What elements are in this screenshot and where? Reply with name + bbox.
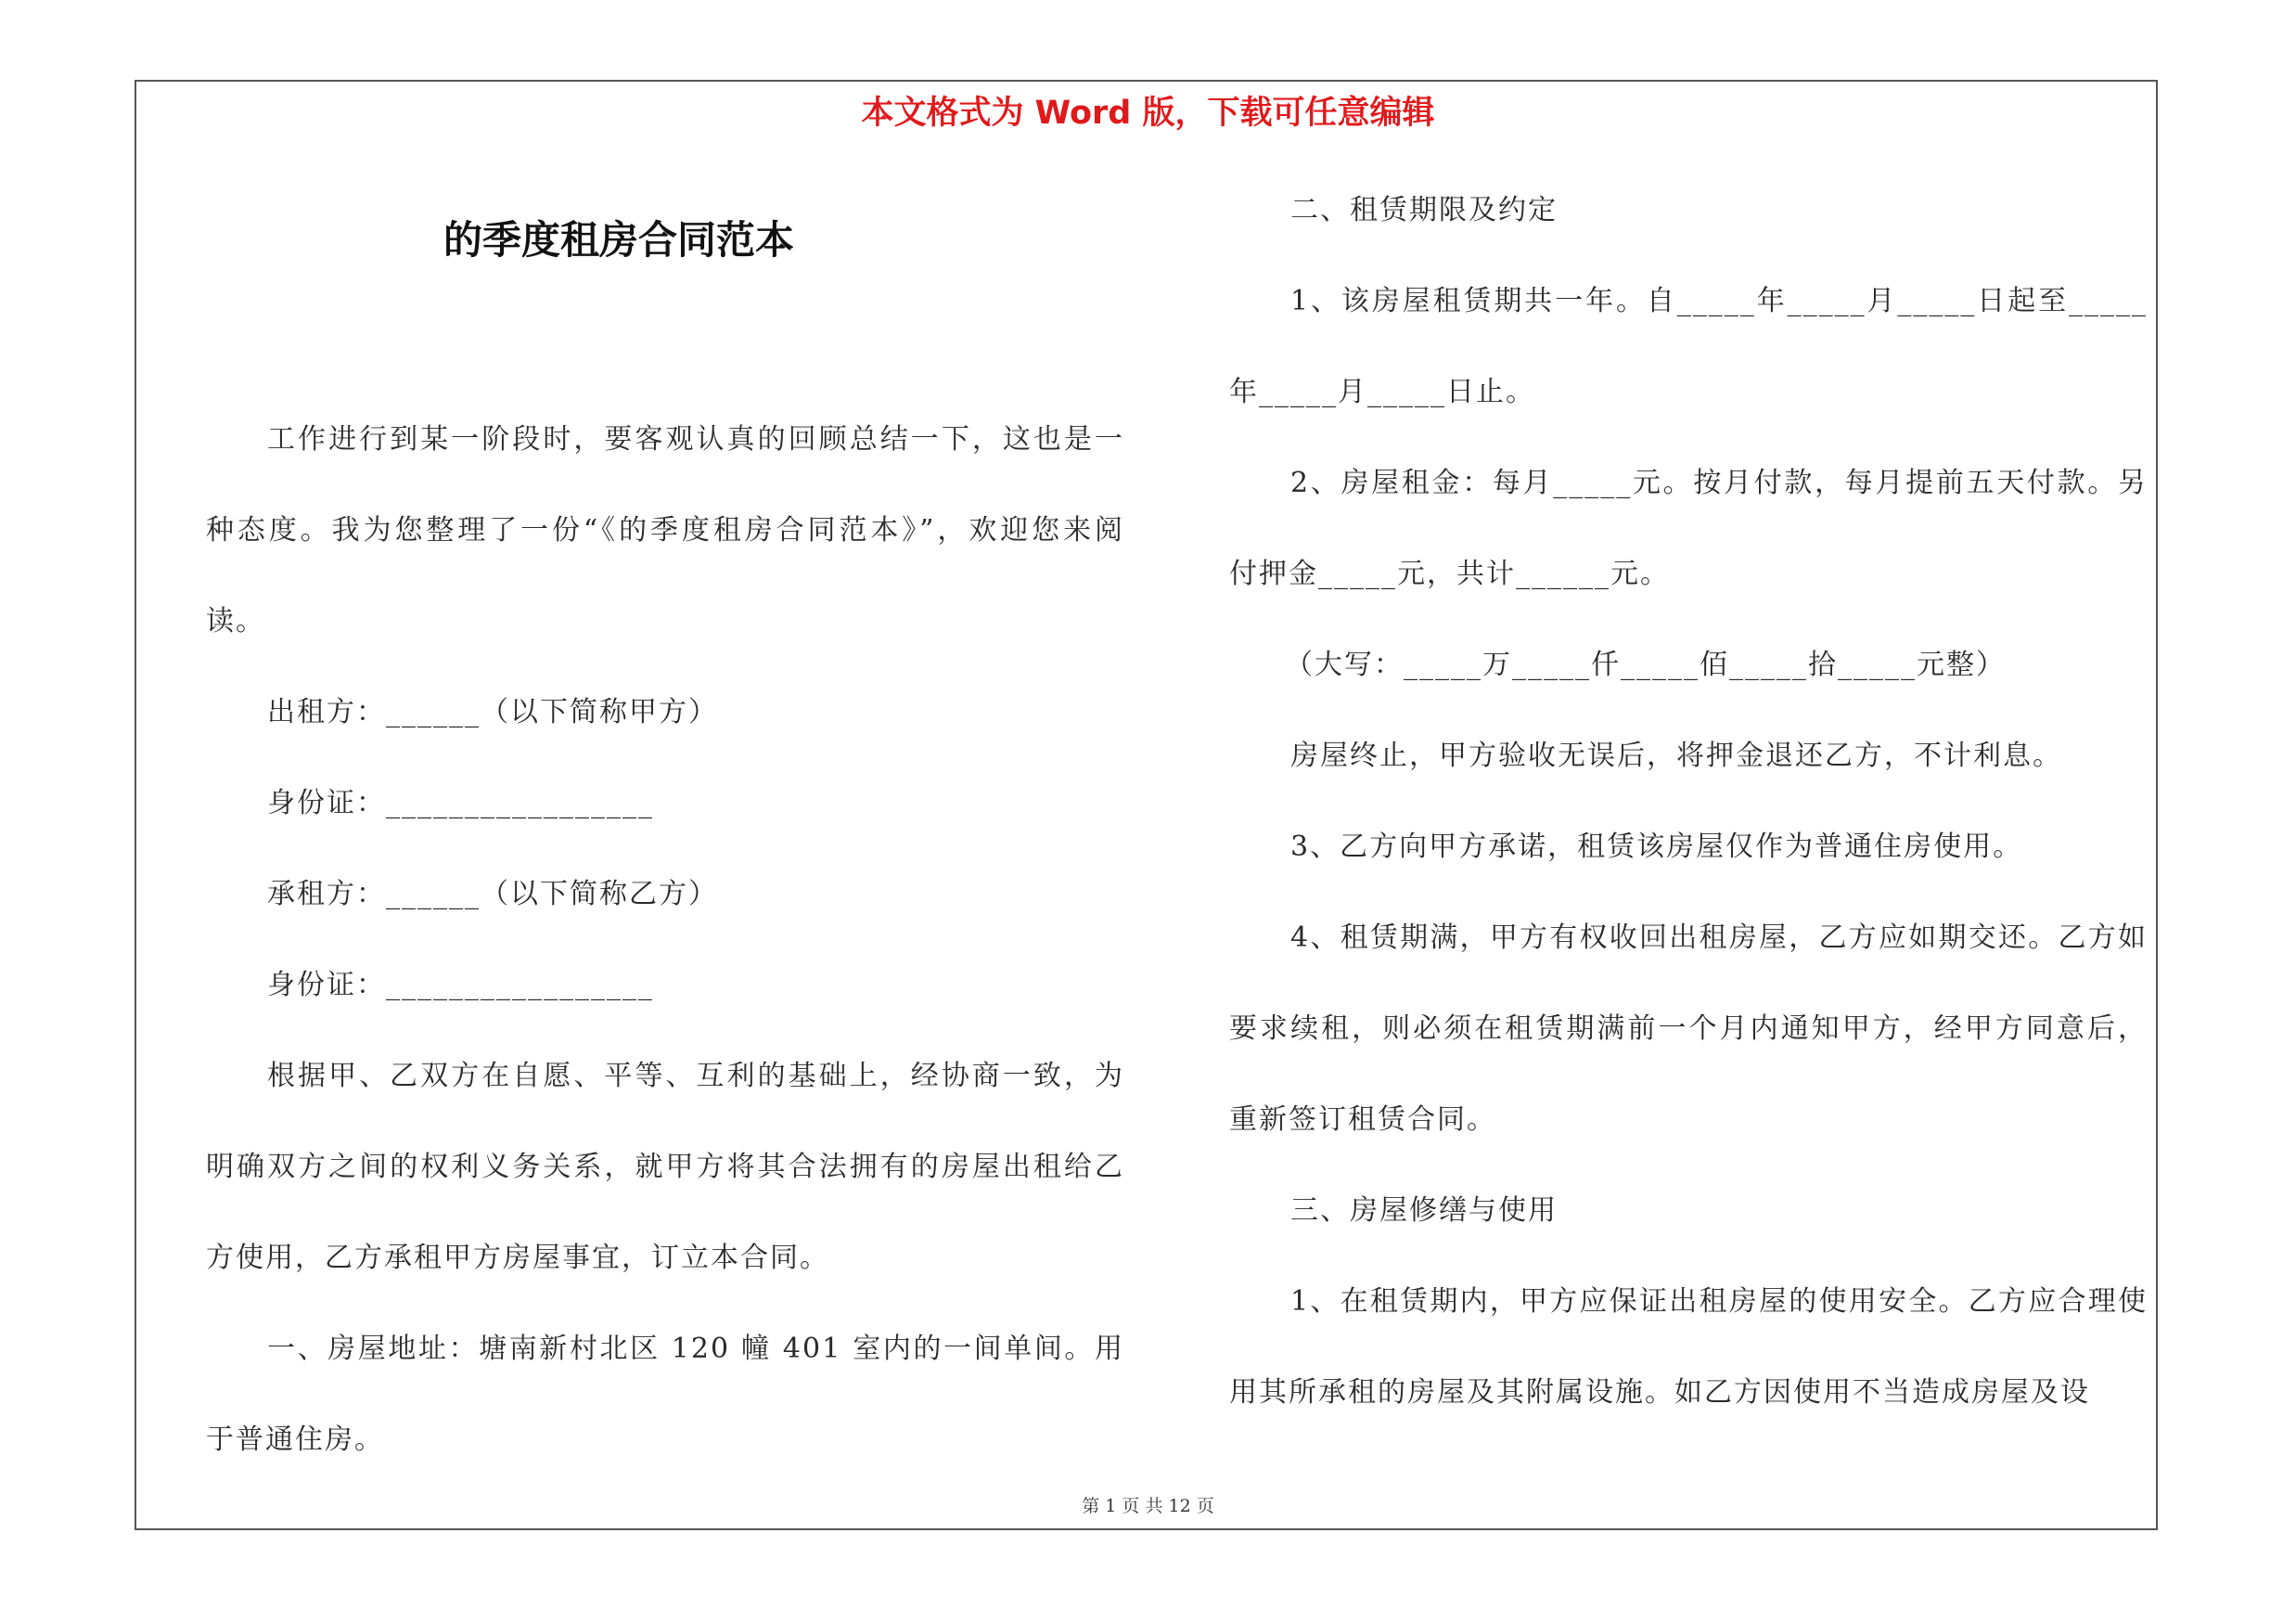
lessee-id-line: 身份证：_________________ [267,969,654,1001]
section-2-heading: 二、租赁期限及约定 [1290,194,1558,226]
section-3-heading: 三、房屋修缮与使用 [1290,1194,1558,1227]
format-banner: 本文格式为 Word 版，下载可任意编辑 [861,95,1435,132]
clause-2-4: 4、租赁期满，甲方有权收回出租房屋，乙方应如期交还。乙方如要求续租，则必须在租赁期满前一个月内通知甲方，经甲方同意后，重新签订租赁合同。 [1229,921,2148,1136]
clause-2-1: 1、该房屋租赁期共一年。自_____年_____月_____日起至_____年_____月_____日止。 [1229,285,2148,408]
deposit-return-clause: 房屋终止，甲方验收无误后，将押金退还乙方，不计利息。 [1290,740,2062,772]
left-column [206,394,1124,1486]
lessor-id-line: 身份证：_________________ [267,787,654,819]
lessor-line: 出租方：______（以下简称甲方） [267,696,718,728]
page-number-footer: 第 1 页 共 12 页 [1082,1496,1214,1516]
lessee-line: 承租方：______（以下简称乙方） [267,878,718,910]
clause-2-2: 2、房屋租金：每月_____元。按月付款，每月提前五天付款。另付押金_____元，共计______元。 [1229,467,2148,590]
right-column [1229,165,2148,1438]
section-1-address: 一、房屋地址：塘南新村北区 120 幢 401 室内的一间单间。用于普通住房。 [206,1333,1124,1456]
document-title: 的季度租房合同范本 [443,217,795,263]
clause-2-3: 3、乙方向甲方承诺，租赁该房屋仅作为普通住房使用。 [1290,831,2023,863]
amount-in-words: （大写：_____万_____仟_____佰_____拾_____元整） [1285,649,2006,681]
agreement-basis-paragraph: 根据甲、乙双方在自愿、平等、互利的基础上，经协商一致，为明确双方之间的权利义务关系，就甲方将其合法拥有的房屋出租给乙方使用，乙方承租甲方房屋事宜，订立本合同。 [206,1060,1124,1274]
intro-paragraph: 工作进行到某一阶段时，要客观认真的回顾总结一下，这也是一种态度。我为您整理了一份“《的季度租房合同范本》”，欢迎您来阅读。 [206,423,1124,638]
clause-3-1: 1、在租赁期内，甲方应保证出租房屋的使用安全。乙方应合理使用其所承租的房屋及其附属设施。如乙方因使用不当造成房屋及设 [1229,1285,2148,1409]
